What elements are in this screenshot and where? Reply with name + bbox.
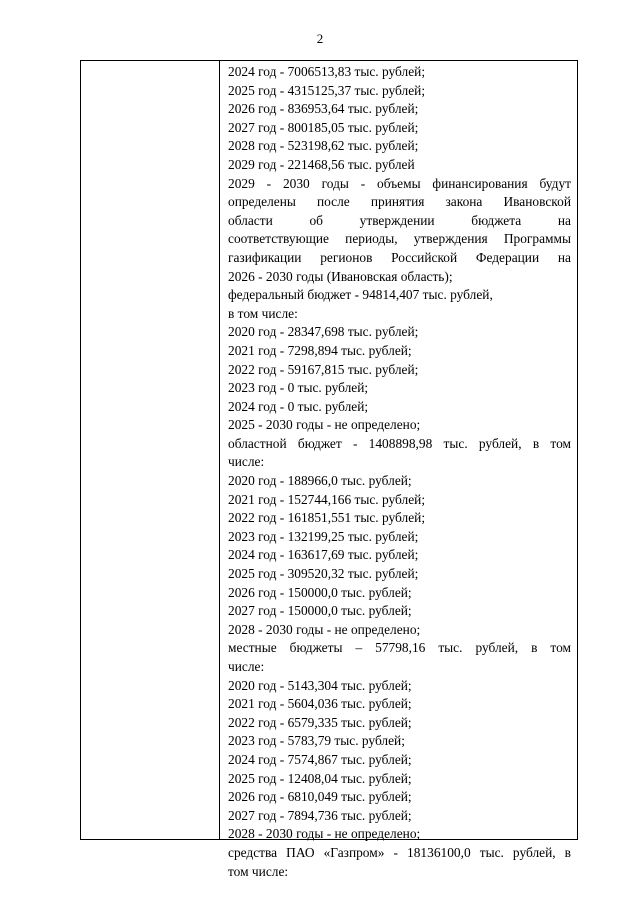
- text-line: соответствующие периоды, утверждения Программы: [228, 231, 571, 247]
- document-table: [80, 60, 578, 879]
- table-left-cell: [81, 61, 220, 839]
- text-line: местные бюджеты – 57798,16 тыс. рублей, в том: [228, 640, 571, 656]
- text-line: 2028 - 2030 годы - не определено;: [228, 826, 421, 842]
- text-line: числе:: [228, 454, 265, 470]
- text-line: 2024 год - 7574,867 тыс. рублей;: [228, 751, 412, 767]
- text-line: 2023 год - 132199,25 тыс. рублей;: [228, 528, 419, 544]
- text-line: 2025 год - 4315125,37 тыс. рублей;: [228, 82, 426, 98]
- text-line: числе:: [228, 659, 265, 674]
- text-line: 2026 - 2030 годы (Ивановская область);: [228, 268, 453, 284]
- text-line: средства ПАО «Газпром» - 18136100,0 тыс. рублей, в: [228, 844, 571, 860]
- text-line: 2022 год - 59167,815 тыс. рублей;: [228, 361, 419, 377]
- text-line: 2020 год - 188966,0 тыс. рублей;: [228, 473, 412, 489]
- text-line: 2028 год - 523198,62 тыс. рублей;: [228, 138, 419, 154]
- text-line: 2022 год - 6579,335 тыс. рублей;: [228, 714, 412, 730]
- text-line: 2027 год - 800185,05 тыс. рублей;: [228, 119, 419, 135]
- text-line: 2027 год - 7894,736 тыс. рублей;: [228, 807, 412, 823]
- text-line: области об утверждении бюджета на: [228, 212, 571, 228]
- text-line: том числе:: [228, 863, 289, 879]
- text-line: 2025 - 2030 годы - не определено;: [228, 417, 421, 433]
- text-line: 2029 - 2030 годы - объемы финансирования будут: [228, 175, 571, 191]
- text-line: 2025 год - 12408,04 тыс. рублей;: [228, 770, 412, 786]
- text-line: 2024 год - 7006513,83 тыс. рублей;: [228, 64, 426, 79]
- text-line: 2025 год - 309520,32 тыс. рублей;: [228, 566, 419, 582]
- page-number: 2: [316, 31, 324, 46]
- text-line: 2028 - 2030 годы - не определено;: [228, 621, 421, 637]
- text-line: 2029 год - 221468,56 тыс. рублей: [228, 156, 415, 172]
- text-line: 2026 год - 836953,64 тыс. рублей;: [228, 101, 419, 117]
- text-line: 2021 год - 7298,894 тыс. рублей;: [228, 342, 412, 358]
- text-line: 2024 год - 0 тыс. рублей;: [228, 398, 369, 414]
- text-line: областной бюджет - 1408898,98 тыс. рублей, в том: [228, 435, 571, 451]
- text-line: 2021 год - 152744,166 тыс. рублей;: [228, 491, 426, 507]
- text-line: 2026 год - 150000,0 тыс. рублей;: [228, 584, 412, 600]
- text-line: 2022 год - 161851,551 тыс. рублей;: [228, 510, 426, 526]
- text-line: 2020 год - 28347,698 тыс. рублей;: [228, 324, 419, 340]
- text-line: 2021 год - 5604,036 тыс. рублей;: [228, 696, 412, 712]
- text-line: 2027 год - 150000,0 тыс. рублей;: [228, 603, 412, 619]
- text-line: 2020 год - 5143,304 тыс. рублей;: [228, 677, 412, 693]
- text-line: федеральный бюджет - 94814,407 тыс. рублей,: [228, 287, 493, 303]
- text-line: определены после принятия закона Ивановской: [228, 194, 571, 210]
- text-line: газификации регионов Российской Федерации на: [228, 249, 571, 265]
- text-line: 2026 год - 6810,049 тыс. рублей;: [228, 789, 412, 805]
- text-line: 2023 год - 0 тыс. рублей;: [228, 380, 369, 396]
- table-right-cell: [220, 61, 577, 879]
- text-line: в том числе:: [228, 305, 298, 321]
- text-line: 2023 год - 5783,79 тыс. рублей;: [228, 733, 405, 749]
- text-line: 2024 год - 163617,69 тыс. рублей;: [228, 547, 419, 563]
